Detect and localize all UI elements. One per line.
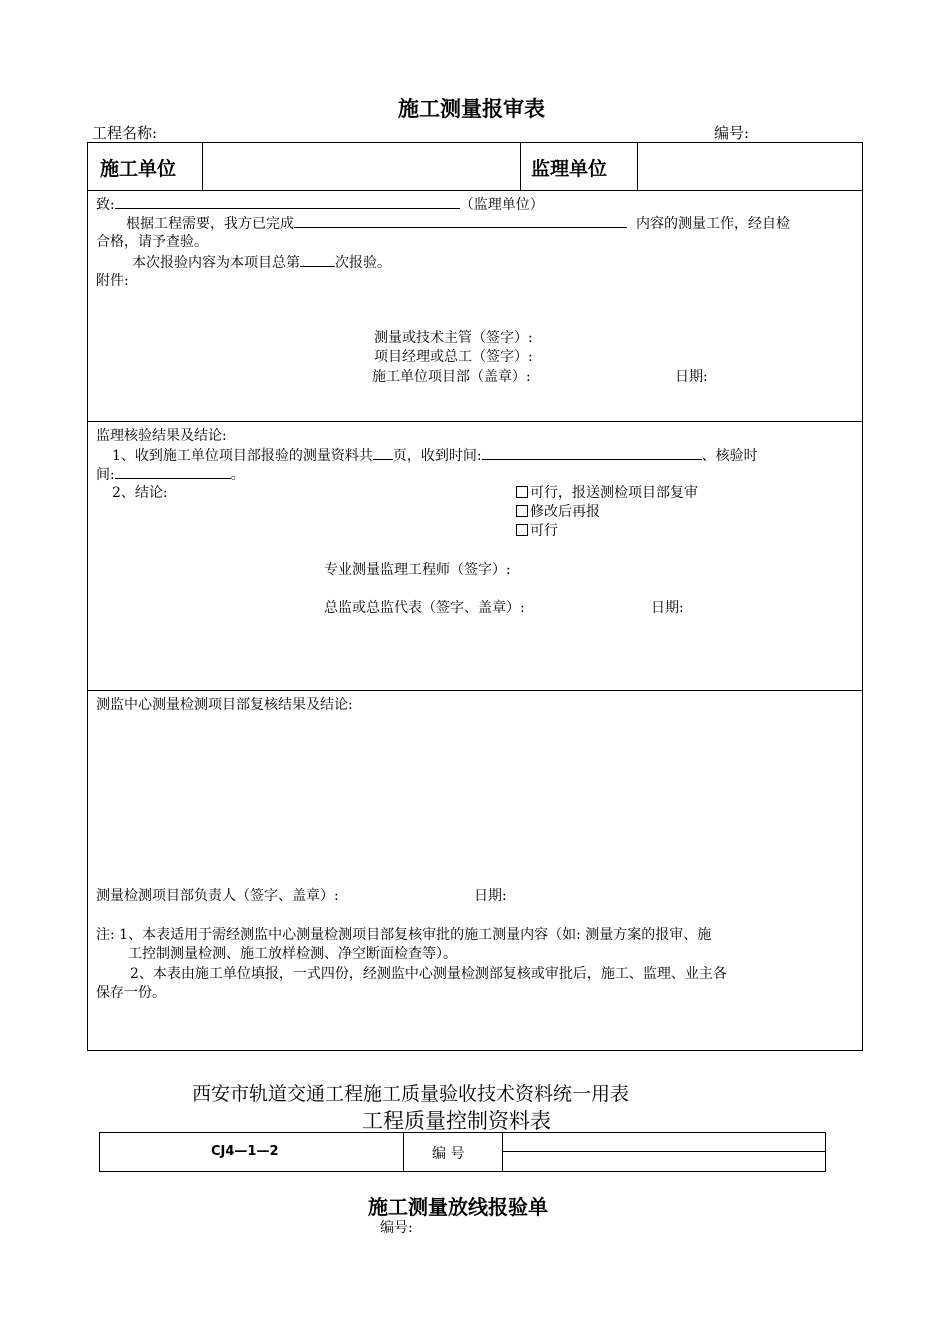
- to-line: 致: （监理单位）: [96, 193, 544, 214]
- option-revise[interactable]: 修改后再报: [516, 501, 600, 521]
- option-approve-forward[interactable]: 可行，报送测检项目部复审: [516, 482, 698, 502]
- para1-cont: 合格，请予查验。: [96, 234, 208, 250]
- page-title: 施工测量报审表: [398, 96, 545, 121]
- conclusion-label: 2、结论:: [112, 485, 168, 501]
- sign-survey-engineer: 专业测量监理工程师（签字）:: [324, 562, 511, 578]
- sign-inspection-head: 测量检测项目部负责人（签字、盖章）:: [96, 888, 339, 904]
- note-2-cont: 保存一份。: [96, 985, 166, 1001]
- checkbox-icon[interactable]: [516, 524, 528, 536]
- note-1: 注: 1、本表适用于需经测监中心测量检测项目部复核审批的施工测量内容（如: 测量方案的报审、施: [96, 927, 712, 943]
- para1-line: 根据工程需要，我方已完成 内容的测量工作，经自检: [126, 212, 790, 233]
- attachment-label: 附件:: [96, 273, 129, 289]
- sign-unit-stamp: 施工单位项目部（盖章）:: [372, 369, 531, 385]
- checkbox-icon[interactable]: [516, 486, 528, 498]
- next-form-title: 施工测量放线报验单: [368, 1195, 548, 1219]
- review-heading: 测监中心测量检测项目部复核结果及结论:: [96, 697, 353, 713]
- construction-unit-label: 施工单位: [100, 158, 177, 180]
- org-title: 西安市轨道交通工程施工质量验收技术资料统一用表: [192, 1083, 630, 1105]
- note-2: 2、本表由施工单位填报，一式四份，经测监中心测量检测部复核或审批后，施工、监理、业主各: [130, 966, 727, 982]
- sub-title: 工程质量控制资料表: [362, 1109, 551, 1133]
- date-label-2: 日期:: [651, 600, 684, 616]
- para2-line: 本次报验内容为本项目总第 次报验。: [132, 251, 391, 272]
- sign-chief-supervisor: 总监或总监代表（签字、盖章）:: [324, 600, 525, 616]
- checkbox-icon[interactable]: [516, 505, 528, 517]
- option-approve[interactable]: 可行: [516, 520, 558, 540]
- project-name-label: 工程名称:: [92, 124, 158, 142]
- next-number-label: 编号:: [380, 1220, 413, 1236]
- form-code: CJ4—1—2: [211, 1144, 279, 1159]
- supervision-unit-label: 监理单位: [531, 158, 608, 180]
- date-label-3: 日期:: [474, 888, 507, 904]
- receipt-line: 1、收到施工单位项目部报验的测量资料共 页，收到时间: 、核验时: [112, 444, 758, 465]
- date-label-1: 日期:: [675, 369, 708, 385]
- sign-project-manager: 项目经理或总工（签字）:: [374, 349, 533, 365]
- note-1-cont: 工控制测量检测、施工放样检测、净空断面检查等）。: [128, 946, 457, 962]
- receipt-line-cont: 间: 。: [96, 463, 245, 484]
- code-number-label: 编 号: [432, 1146, 465, 1162]
- number-label: 编号:: [714, 124, 750, 142]
- supervision-heading: 监理核验结果及结论:: [96, 428, 227, 444]
- sign-survey-supervisor: 测量或技术主管（签字）:: [374, 330, 533, 346]
